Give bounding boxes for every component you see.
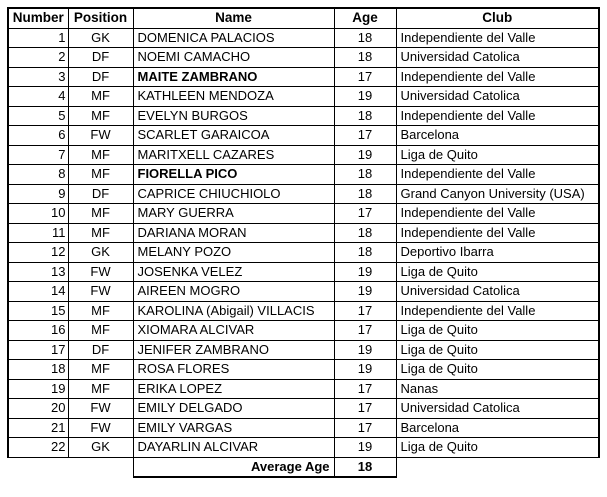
cell-number: 9 xyxy=(8,184,68,204)
cell-age: 17 xyxy=(334,301,396,321)
cell-position: GK xyxy=(68,28,133,48)
table-row xyxy=(8,340,599,360)
cell-age: 18 xyxy=(334,106,396,126)
footer-empty-club xyxy=(396,457,599,477)
cell-number: 6 xyxy=(8,126,68,146)
cell-age: 18 xyxy=(334,165,396,185)
cell-number: 8 xyxy=(8,165,68,185)
cell-club: Barcelona xyxy=(396,126,599,146)
cell-age: 17 xyxy=(334,379,396,399)
cell-name: JENIFER ZAMBRANO xyxy=(133,340,334,360)
cell-club: Liga de Quito xyxy=(396,340,599,360)
table-row xyxy=(8,165,599,185)
header-row xyxy=(8,8,599,28)
cell-club: Independiente del Valle xyxy=(396,223,599,243)
cell-club: Universidad Catolica xyxy=(396,399,599,419)
cell-name: KAROLINA (Abigail) VILLACIS xyxy=(133,301,334,321)
cell-name: JOSENKA VELEZ xyxy=(133,262,334,282)
cell-club: Independiente del Valle xyxy=(396,204,599,224)
footer-empty-position xyxy=(68,457,133,477)
cell-age: 19 xyxy=(334,282,396,302)
cell-club: Liga de Quito xyxy=(396,262,599,282)
table-row xyxy=(8,67,599,87)
cell-name: XIOMARA ALCIVAR xyxy=(133,321,334,341)
table-row xyxy=(8,399,599,419)
cell-age: 19 xyxy=(334,87,396,107)
table-row xyxy=(8,438,599,458)
cell-name: SCARLET GARAICOA xyxy=(133,126,334,146)
cell-age: 19 xyxy=(334,360,396,380)
column-header-age: Age xyxy=(334,8,396,28)
average-age-row xyxy=(8,457,599,477)
cell-position: MF xyxy=(68,360,133,380)
cell-position: MF xyxy=(68,223,133,243)
cell-age: 17 xyxy=(334,418,396,438)
cell-name: EMILY DELGADO xyxy=(133,399,334,419)
cell-age: 19 xyxy=(334,340,396,360)
table-row xyxy=(8,204,599,224)
cell-number: 15 xyxy=(8,301,68,321)
table-row xyxy=(8,321,599,341)
cell-number: 20 xyxy=(8,399,68,419)
cell-number: 12 xyxy=(8,243,68,263)
cell-club: Independiente del Valle xyxy=(396,67,599,87)
table-row xyxy=(8,106,599,126)
cell-position: MF xyxy=(68,165,133,185)
cell-age: 19 xyxy=(334,145,396,165)
cell-club: Liga de Quito xyxy=(396,438,599,458)
table-row xyxy=(8,243,599,263)
cell-position: MF xyxy=(68,379,133,399)
cell-club: Universidad Catolica xyxy=(396,48,599,68)
cell-position: MF xyxy=(68,145,133,165)
cell-number: 2 xyxy=(8,48,68,68)
cell-name: DARIANA MORAN xyxy=(133,223,334,243)
cell-name: DAYARLIN ALCIVAR xyxy=(133,438,334,458)
column-header-name: Name xyxy=(133,8,334,28)
cell-number: 13 xyxy=(8,262,68,282)
cell-position: FW xyxy=(68,399,133,419)
cell-name: NOEMI CAMACHO xyxy=(133,48,334,68)
cell-position: GK xyxy=(68,243,133,263)
column-header-number: Number xyxy=(8,8,68,28)
cell-name: CAPRICE CHIUCHIOLO xyxy=(133,184,334,204)
cell-number: 17 xyxy=(8,340,68,360)
cell-club: Independiente del Valle xyxy=(396,106,599,126)
cell-name: EMILY VARGAS xyxy=(133,418,334,438)
cell-number: 4 xyxy=(8,87,68,107)
average-age-value: 18 xyxy=(334,457,396,477)
table-row xyxy=(8,223,599,243)
cell-club: Deportivo Ibarra xyxy=(396,243,599,263)
cell-position: MF xyxy=(68,204,133,224)
cell-number: 18 xyxy=(8,360,68,380)
cell-number: 19 xyxy=(8,379,68,399)
roster-table xyxy=(7,7,600,478)
cell-name: FIORELLA PICO xyxy=(133,165,334,185)
cell-age: 19 xyxy=(334,438,396,458)
cell-name: MARY GUERRA xyxy=(133,204,334,224)
cell-number: 1 xyxy=(8,28,68,48)
cell-club: Independiente del Valle xyxy=(396,165,599,185)
table-row xyxy=(8,28,599,48)
cell-name: AIREEN MOGRO xyxy=(133,282,334,302)
column-header-club: Club xyxy=(396,8,599,28)
cell-name: ERIKA LOPEZ xyxy=(133,379,334,399)
cell-position: FW xyxy=(68,418,133,438)
table-row xyxy=(8,262,599,282)
cell-club: Independiente del Valle xyxy=(396,28,599,48)
cell-number: 10 xyxy=(8,204,68,224)
cell-age: 19 xyxy=(334,262,396,282)
cell-number: 16 xyxy=(8,321,68,341)
cell-position: DF xyxy=(68,184,133,204)
cell-name: MAITE ZAMBRANO xyxy=(133,67,334,87)
cell-position: MF xyxy=(68,87,133,107)
table-row xyxy=(8,145,599,165)
cell-position: MF xyxy=(68,106,133,126)
cell-club: Nanas xyxy=(396,379,599,399)
cell-age: 18 xyxy=(334,48,396,68)
average-age-label: Average Age xyxy=(133,457,334,477)
cell-position: FW xyxy=(68,282,133,302)
cell-number: 3 xyxy=(8,67,68,87)
table-row xyxy=(8,48,599,68)
cell-name: EVELYN BURGOS xyxy=(133,106,334,126)
cell-position: MF xyxy=(68,301,133,321)
cell-age: 17 xyxy=(334,321,396,341)
cell-club: Liga de Quito xyxy=(396,321,599,341)
table-row xyxy=(8,301,599,321)
cell-position: FW xyxy=(68,126,133,146)
cell-club: Liga de Quito xyxy=(396,360,599,380)
cell-age: 18 xyxy=(334,243,396,263)
cell-age: 17 xyxy=(334,126,396,146)
cell-club: Independiente del Valle xyxy=(396,301,599,321)
table-row xyxy=(8,87,599,107)
cell-number: 22 xyxy=(8,438,68,458)
cell-age: 18 xyxy=(334,28,396,48)
cell-position: GK xyxy=(68,438,133,458)
column-header-position: Position xyxy=(68,8,133,28)
cell-club: Grand Canyon University (USA) xyxy=(396,184,599,204)
cell-position: DF xyxy=(68,67,133,87)
cell-name: MARITXELL CAZARES xyxy=(133,145,334,165)
table-body xyxy=(8,28,599,457)
cell-position: DF xyxy=(68,48,133,68)
table-footer xyxy=(8,457,599,477)
cell-number: 5 xyxy=(8,106,68,126)
cell-club: Liga de Quito xyxy=(396,145,599,165)
cell-number: 7 xyxy=(8,145,68,165)
cell-number: 11 xyxy=(8,223,68,243)
cell-name: KATHLEEN MENDOZA xyxy=(133,87,334,107)
cell-name: DOMENICA PALACIOS xyxy=(133,28,334,48)
cell-number: 21 xyxy=(8,418,68,438)
cell-club: Universidad Catolica xyxy=(396,282,599,302)
cell-number: 14 xyxy=(8,282,68,302)
cell-age: 17 xyxy=(334,399,396,419)
cell-position: DF xyxy=(68,340,133,360)
cell-name: MELANY POZO xyxy=(133,243,334,263)
table-row xyxy=(8,379,599,399)
cell-age: 17 xyxy=(334,67,396,87)
cell-age: 17 xyxy=(334,204,396,224)
cell-position: MF xyxy=(68,321,133,341)
cell-name: ROSA FLORES xyxy=(133,360,334,380)
cell-age: 18 xyxy=(334,184,396,204)
cell-position: FW xyxy=(68,262,133,282)
cell-club: Barcelona xyxy=(396,418,599,438)
table-header xyxy=(8,8,599,28)
table-row xyxy=(8,126,599,146)
cell-age: 18 xyxy=(334,223,396,243)
table-row xyxy=(8,418,599,438)
footer-empty-number xyxy=(8,457,68,477)
table-row xyxy=(8,184,599,204)
cell-club: Universidad Catolica xyxy=(396,87,599,107)
table-row xyxy=(8,360,599,380)
table-row xyxy=(8,282,599,302)
